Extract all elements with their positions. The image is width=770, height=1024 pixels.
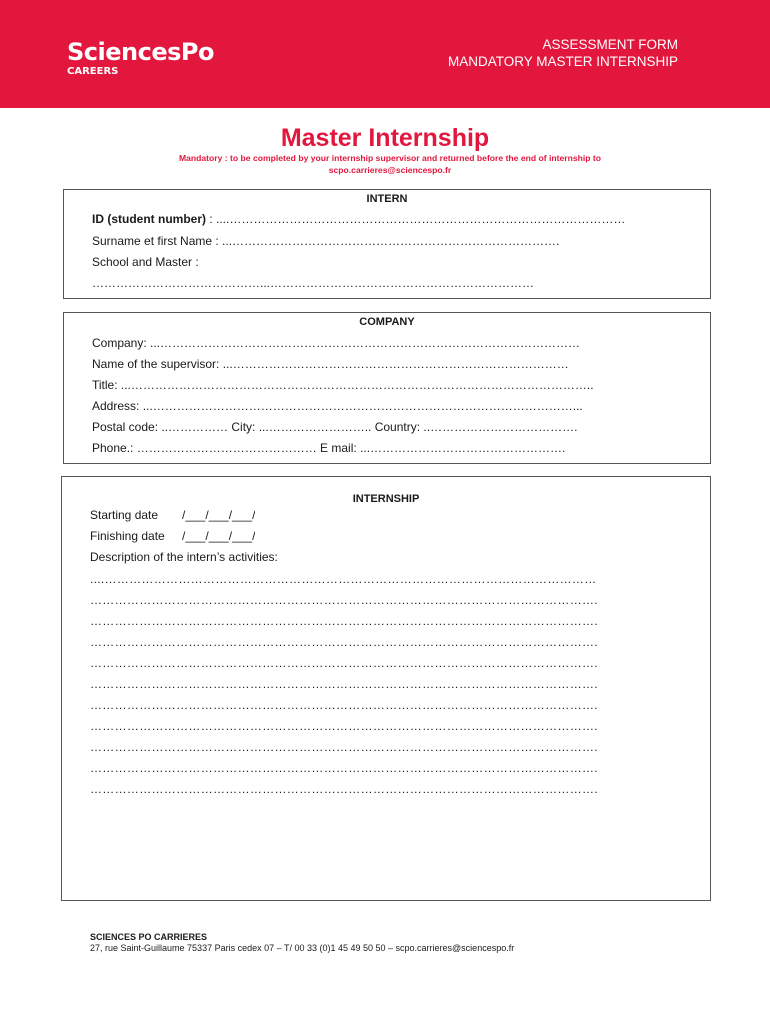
starting-date-value: /___/___/___/ xyxy=(182,508,256,522)
description-line[interactable]: ……………………………………………………………………………………………………………. xyxy=(90,656,598,670)
page-title: Master Internship xyxy=(280,124,490,152)
postal-city-country-field[interactable]: Postal code: ..…………… City: ...…………………….. Country: ..………………………………. xyxy=(92,420,578,434)
company-field[interactable]: Company: ...…………………………………………………………………………………………… xyxy=(92,336,581,350)
logo-careers-label: CAREERS xyxy=(67,66,119,77)
instructions xyxy=(90,152,690,176)
starting-date-field[interactable] xyxy=(90,508,255,522)
title-field[interactable]: Title: ...…………………………………………………………………………………………………….. xyxy=(92,378,594,392)
footer-org: SCIENCES PO CARRIERES xyxy=(90,932,208,942)
instructions-line1: Mandatory : to be completed by your internship supervisor and returned before the end of internship to xyxy=(178,153,602,163)
form-type-line2: MANDATORY MASTER INTERNSHIP xyxy=(447,54,678,69)
student-id-field[interactable] xyxy=(92,212,682,226)
description-line[interactable]: ……………………………………………………………………………………………………………. xyxy=(90,782,598,796)
school-label: School and Master : xyxy=(92,255,199,269)
description-line[interactable]: ……………………………………………………………………………………………………………. xyxy=(90,719,598,733)
intern-section xyxy=(63,189,711,299)
form-type-label xyxy=(448,36,678,70)
internship-heading: INTERNSHIP xyxy=(352,493,420,505)
footer xyxy=(90,932,514,954)
description-line[interactable]: ....………………………………………………………………………………………………………… xyxy=(90,572,597,586)
company-section xyxy=(63,312,711,464)
starting-date-label: Starting date xyxy=(90,508,159,522)
description-line[interactable]: ……………………………………………………………………………………………………………. xyxy=(90,593,598,607)
description-line[interactable]: ……………………………………………………………………………………………………………. xyxy=(90,740,598,754)
surname-field[interactable]: Surname et first Name : ...………………………………………………………………………. xyxy=(92,234,560,248)
address-field[interactable]: Address: ...……………………………………………………………………………………………... xyxy=(92,399,583,413)
description-label: Description of the intern’s activities: xyxy=(90,550,278,564)
footer-address: 27, rue Saint-Guillaume 75337 Paris cedex 07 – T/ 00 33 (0)1 45 49 50 50 – scpo.carrieres@sciencespo.fr xyxy=(90,943,515,953)
school-field[interactable]: ……………………………………...………………………………………………………… xyxy=(92,276,535,290)
instructions-email: scpo.carrieres@sciencespo.fr xyxy=(328,165,452,175)
description-line[interactable]: ……………………………………………………………………………………………………………. xyxy=(90,761,598,775)
student-id-dots: : ....……………………………………………………………………………………… xyxy=(206,212,626,226)
finishing-date-field[interactable] xyxy=(90,529,255,543)
description-line[interactable]: ……………………………………………………………………………………………………………. xyxy=(90,698,598,712)
form-type-line1: ASSESSMENT FORM xyxy=(542,37,678,52)
header-banner xyxy=(0,0,770,108)
phone-email-field[interactable]: Phone.: ……………………………………… E mail: ...…………………………………………. xyxy=(92,441,566,455)
intern-heading: INTERN xyxy=(366,193,408,205)
internship-section xyxy=(61,476,711,901)
finishing-date-label: Finishing date xyxy=(90,529,165,543)
supervisor-field[interactable]: Name of the supervisor: ...………………………………………………………………………… xyxy=(92,357,569,371)
sciencespo-logo: SciencesPo xyxy=(67,38,214,66)
description-line[interactable]: ……………………………………………………………………………………………………………. xyxy=(90,677,598,691)
finishing-date-value: /___/___/___/ xyxy=(182,529,256,543)
student-id-label: ID (student number) xyxy=(92,212,206,226)
company-heading: COMPANY xyxy=(359,316,415,328)
description-line[interactable]: ……………………………………………………………………………………………………………. xyxy=(90,614,598,628)
description-line[interactable]: ……………………………………………………………………………………………………………. xyxy=(90,635,598,649)
